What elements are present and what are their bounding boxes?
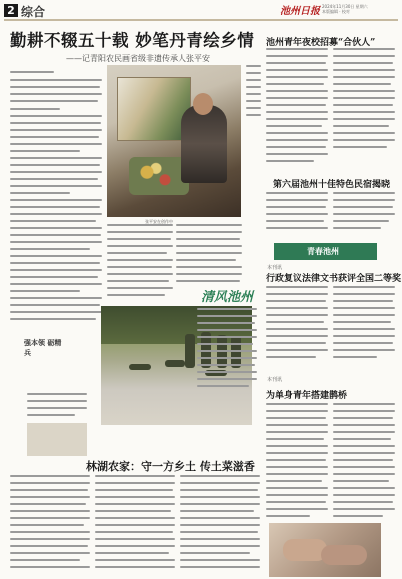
- artist-painting-photo: [107, 65, 241, 217]
- article-kicker: 本刊讯: [267, 377, 283, 383]
- treeline: [101, 306, 252, 344]
- column-logo: 清风池州: [201, 290, 254, 305]
- article-title-youth-night-school: 池州青年夜校招募“合伙人”: [266, 38, 376, 48]
- soldier-figure: [185, 334, 195, 368]
- article-title-homestay-awards: 第六届池州十佳特色民宿揭晓: [273, 180, 391, 190]
- header-date: 2024年11月30日 星期六: [322, 4, 368, 9]
- main-headline: 勤耕不辍五十载 妙笔丹青绘乡情: [10, 31, 255, 50]
- masthead-logo: 池州日报: [280, 6, 320, 17]
- painting-canvas: [117, 77, 191, 141]
- soldier-figure: [165, 360, 185, 367]
- calligraphy-text: 强本领 砺精兵: [24, 338, 62, 357]
- header-contact: 本版编辑 · 校对: [322, 9, 350, 14]
- bottom-headline: 林湖农家：守一方乡土 传土菜滋香: [86, 460, 255, 473]
- calligraphy-image: [27, 423, 87, 456]
- banner-label: 青春池州: [307, 247, 339, 256]
- hand-shape: [321, 545, 367, 565]
- hands-photo: [269, 523, 381, 577]
- soldier-figure: [129, 364, 151, 370]
- photo-caption: 张平安在创作中: [145, 219, 173, 224]
- section-name: 综合: [21, 5, 46, 19]
- main-subheadline: ——记青阳农民画省级非遗传承人张平安: [66, 54, 210, 63]
- header-rule: [4, 19, 398, 21]
- article-title-youth-matchmaking: 为单身青年搭建鹊桥: [266, 391, 348, 401]
- flower-vase: [129, 157, 189, 195]
- article-kicker: 本刊讯: [267, 265, 283, 271]
- page-number: 2: [4, 4, 18, 17]
- artist-figure: [181, 105, 227, 183]
- article-title-legal-award: 行政复议法律文书获评全国二等奖: [266, 274, 402, 284]
- artist-head: [193, 93, 213, 115]
